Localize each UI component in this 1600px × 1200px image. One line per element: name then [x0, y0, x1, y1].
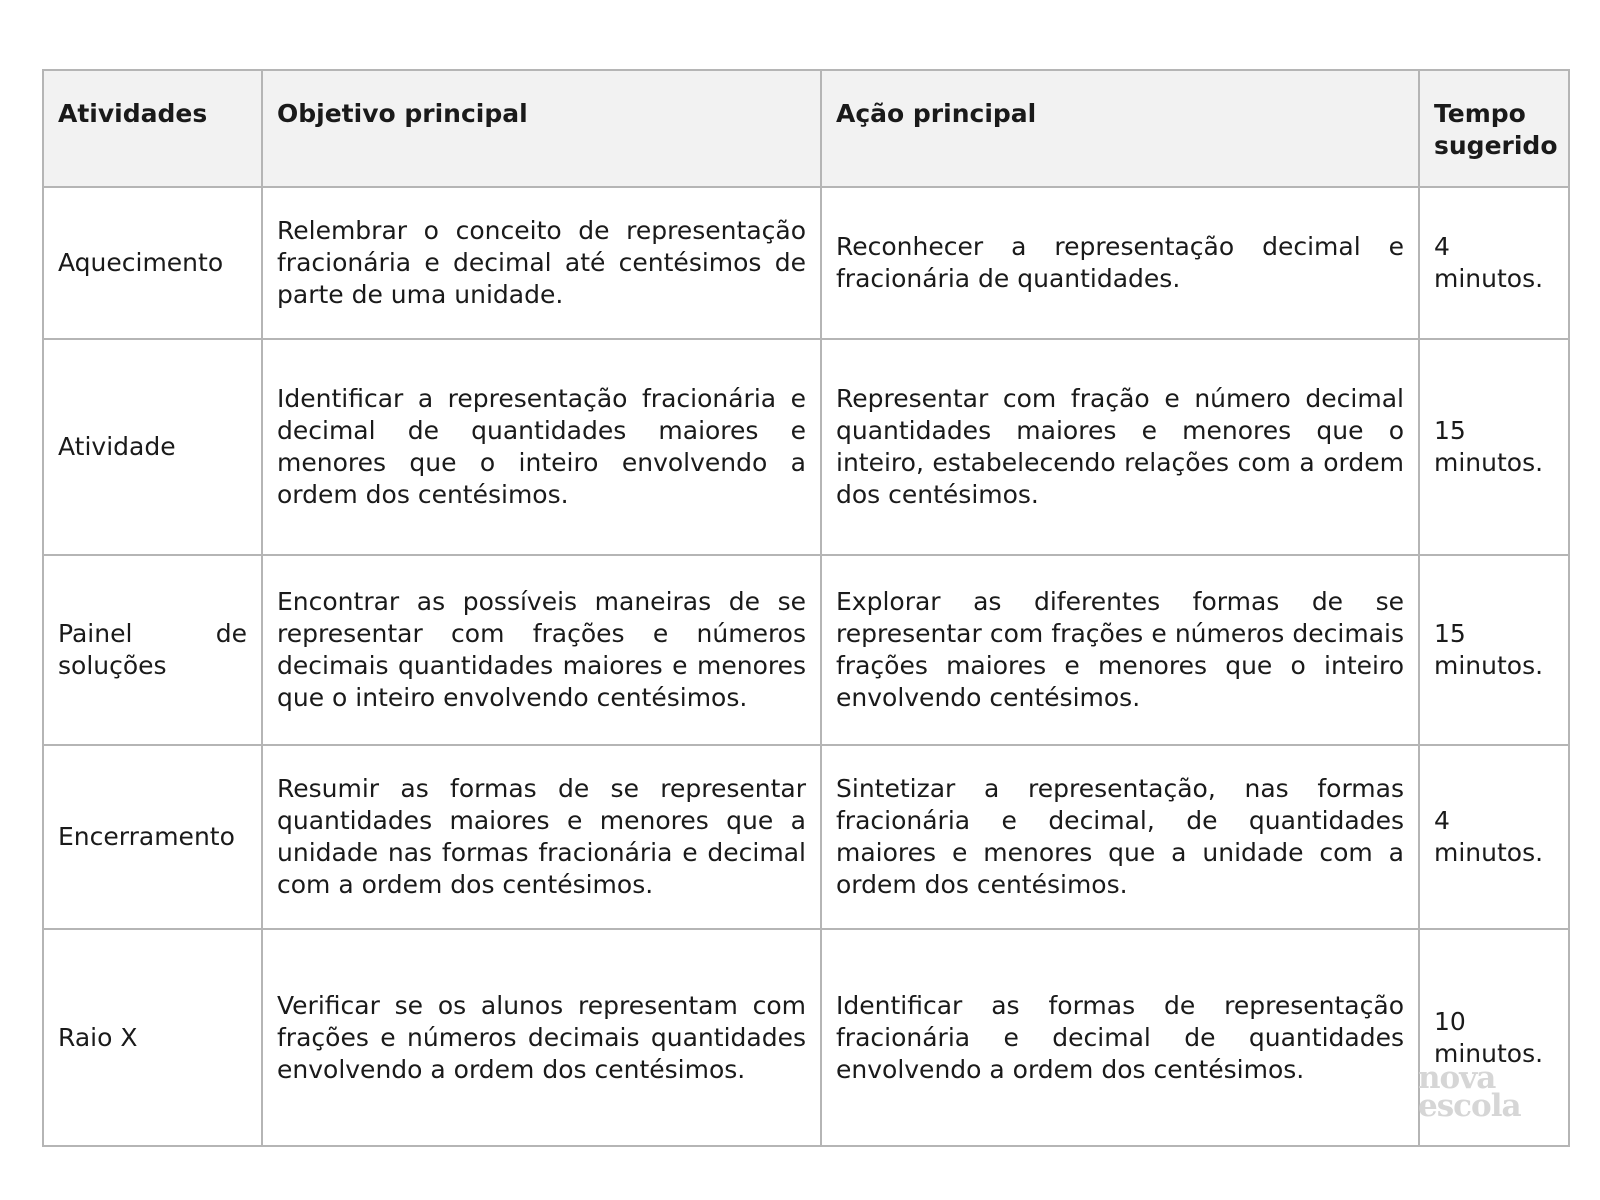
cell-atividade: Raio X [43, 929, 262, 1146]
cell-acao: Reconhecer a representação decimal e fracionária de quantidades. [821, 187, 1419, 339]
nova-escola-watermark-logo [1418, 1060, 1538, 1124]
table-row [43, 187, 1569, 339]
lesson-plan-table [42, 69, 1570, 1147]
cell-objetivo: Resumir as formas de se representar quantidades maiores e menores que a unidade nas formas fracionária e decimal com a ordem dos centésimos. [262, 745, 821, 929]
cell-atividade: Atividade [43, 339, 262, 555]
cell-acao: Identificar as formas de representação fracionária e decimal de quantidades envolvendo a ordem dos centésimos. [821, 929, 1419, 1146]
header-acao-principal: Ação principal [821, 70, 1419, 187]
cell-tempo: 4 minutos. [1419, 187, 1569, 339]
table-row [43, 745, 1569, 929]
table-row [43, 929, 1569, 1146]
cell-atividade: Painel de soluções [43, 555, 262, 745]
cell-atividade: Aquecimento [43, 187, 262, 339]
cell-tempo: 4 minutos. [1419, 745, 1569, 929]
watermark-line-2: escola [1418, 1088, 1521, 1124]
table-header-row [43, 70, 1569, 187]
header-atividades: Atividades [43, 70, 262, 187]
cell-objetivo: Relembrar o conceito de representação fracionária e decimal até centésimos de parte de uma unidade. [262, 187, 821, 339]
cell-tempo: 15 minutos. [1419, 555, 1569, 745]
cell-tempo: 15 minutos. [1419, 339, 1569, 555]
cell-acao: Explorar as diferentes formas de se representar com frações e números decimais frações maiores e menores que o inteiro envolvendo centésimos. [821, 555, 1419, 745]
cell-acao: Representar com fração e número decimal quantidades maiores e menores que o inteiro, estabelecendo relações com a ordem dos centésimos. [821, 339, 1419, 555]
table-row [43, 555, 1569, 745]
cell-atividade: Encerramento [43, 745, 262, 929]
cell-tempo: 10 minutos. [1419, 929, 1569, 1146]
watermark-line-1: nova [1418, 1060, 1496, 1096]
cell-objetivo: Verificar se os alunos representam com frações e números decimais quantidades envolvendo a ordem dos centésimos. [262, 929, 821, 1146]
header-objetivo-principal: Objetivo principal [262, 70, 821, 187]
header-tempo-sugerido: Tempo sugerido [1419, 70, 1569, 187]
cell-objetivo: Identificar a representação fracionária e decimal de quantidades maiores e menores que o inteiro envolvendo a ordem dos centésimos. [262, 339, 821, 555]
cell-objetivo: Encontrar as possíveis maneiras de se representar com frações e números decimais quantidades maiores e menores que o inteiro envolvendo centésimos. [262, 555, 821, 745]
cell-acao: Sintetizar a representação, nas formas fracionária e decimal, de quantidades maiores e menores que a unidade com a ordem dos centésimos. [821, 745, 1419, 929]
table-row [43, 339, 1569, 555]
